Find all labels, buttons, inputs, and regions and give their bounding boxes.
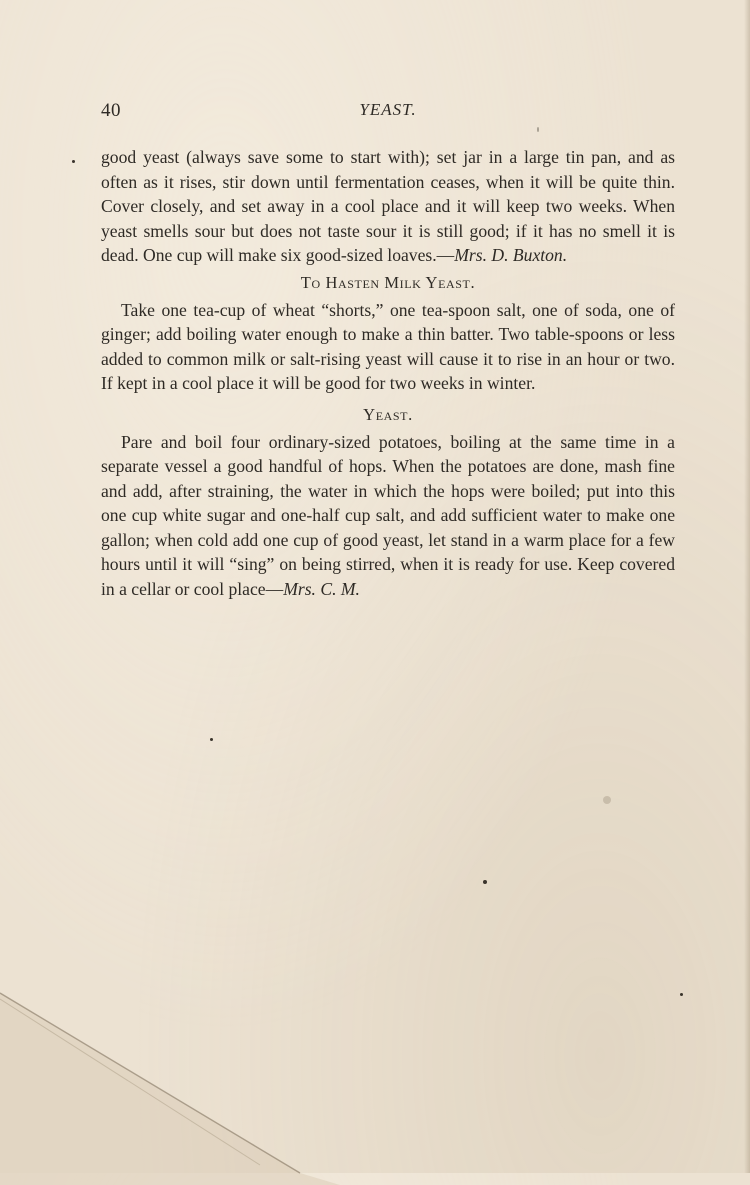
paper-speck (483, 880, 487, 884)
paper-speck (72, 160, 75, 163)
paragraph-text: Pare and boil four ordinary-sized potatoes, boiling at the same time in a separate vessel a good handful of hops. When the potatoes are done, mash fine and add, after straining, the water in which the hops were boiled; put into this one cup white sugar and one-half cup salt, and add sufficient water to make one gallon; when cold add one cup of good yeast, let stand in a warm place for a few hours until it will “sing” on being stirred, when it is ready for use. Keep covered in a cellar or cool place— (101, 431, 675, 599)
paper-speck (680, 993, 683, 996)
page-edge-shadow (744, 0, 750, 1173)
recipe-paragraph (101, 430, 675, 602)
paragraph-text: Take one tea-cup of wheat “shorts,” one tea-spoon salt, one of soda, one of ginger; add boiling water enough to make a thin batter. Two table-spoons or less added to common milk or salt-rising yeast will cause it to rise in an hour or two. If kept in a cool place it will be good for two weeks in winter. (101, 299, 675, 393)
page-header (101, 100, 675, 126)
page-body (101, 145, 675, 601)
paper-speck (537, 127, 539, 132)
recipe-attribution: Mrs. C. M. (283, 578, 360, 599)
page-corner-crease (0, 985, 340, 1185)
recipe-title: To Hasten Milk Yeast. (300, 272, 476, 292)
recipe-continuation-paragraph (101, 145, 675, 268)
recipe-paragraph (101, 298, 675, 396)
paragraph-text: good yeast (always save some to start with); set jar in a large tin pan, and as often as it rises, stir down until fermentation ceases, when it will be quite thin. Cover closely, and set away in a cool place and it will keep two weeks. When yeast smells sour but does not taste sour it is still good; if it has no smell it is dead. One cup will make six good-sized loaves.— (101, 147, 675, 265)
recipe-attribution: Mrs. D. Buxton. (454, 245, 568, 265)
paper-speck (603, 796, 611, 804)
paper-speck (210, 738, 213, 741)
running-head: YEAST. (359, 100, 417, 119)
recipe-title: Yeast. (363, 404, 413, 424)
page-number: 40 (101, 100, 121, 121)
